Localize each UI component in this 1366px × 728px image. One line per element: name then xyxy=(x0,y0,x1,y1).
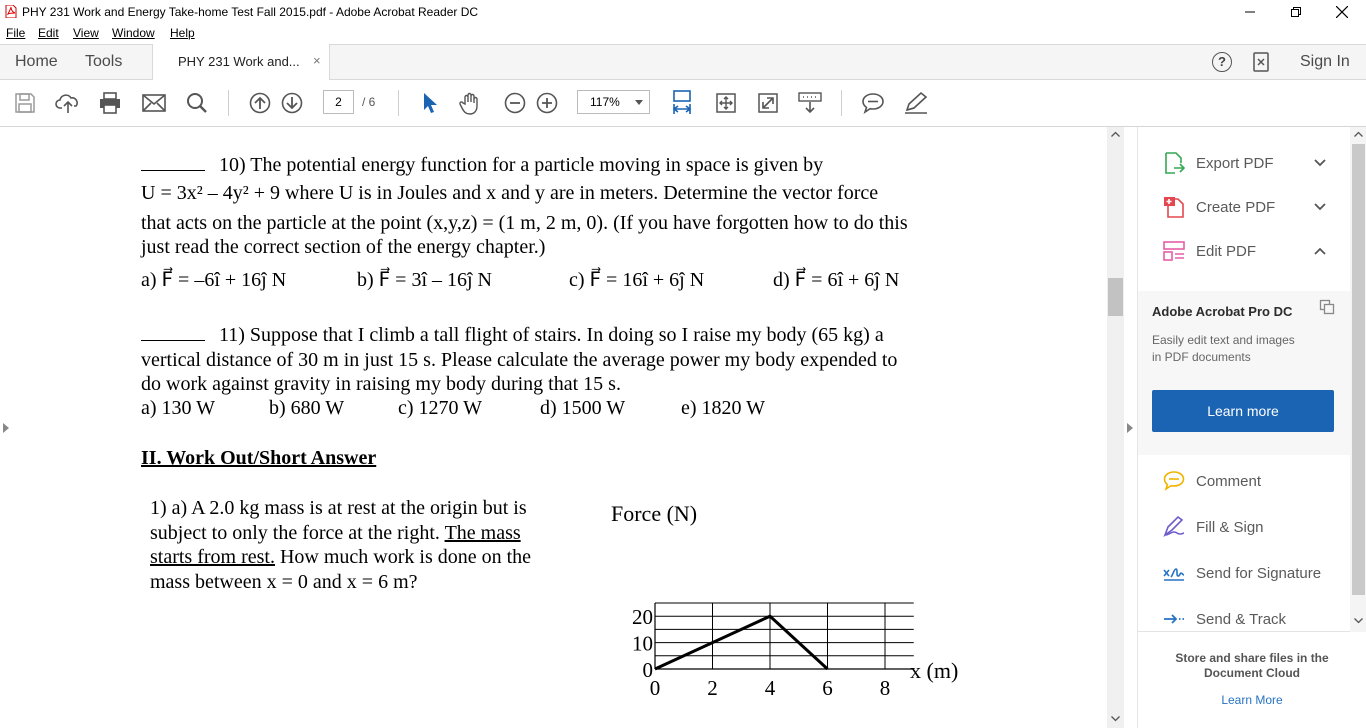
edit-pdf-icon xyxy=(1162,239,1186,263)
promo-desc-1: Easily edit text and images xyxy=(1152,333,1295,347)
tools-pane xyxy=(1137,127,1366,728)
restore-button[interactable] xyxy=(1273,0,1319,24)
tool-comment[interactable] xyxy=(1138,461,1352,501)
close-tab-button[interactable]: × xyxy=(313,53,321,68)
save-button[interactable] xyxy=(12,90,38,116)
divider xyxy=(1138,631,1352,632)
cloud-info xyxy=(1138,651,1366,681)
arrow-down-circle-icon xyxy=(281,92,303,114)
q11-option-d: d) 1500 W xyxy=(540,397,626,419)
tools-pane-scrollbar[interactable] xyxy=(1350,127,1366,632)
mail-icon xyxy=(142,93,166,113)
create-pdf-icon xyxy=(1162,195,1186,219)
full-screen-button[interactable] xyxy=(713,90,739,116)
tool-label: Comment xyxy=(1196,473,1262,490)
help-icon[interactable]: ? xyxy=(1212,52,1232,72)
next-page-button[interactable] xyxy=(279,90,305,116)
promo-desc-2: in PDF documents xyxy=(1152,350,1251,364)
q10-line4: just read the correct section of the energy chapter.) xyxy=(141,236,546,258)
chart-title: Force (N) xyxy=(611,501,698,526)
left-pane-expand-icon[interactable] xyxy=(3,423,9,433)
keyboard-scroll-icon xyxy=(797,91,823,115)
answer-blank xyxy=(141,324,205,341)
tab-tools[interactable]: Tools xyxy=(85,53,123,70)
menu-window[interactable]: Window xyxy=(112,26,155,40)
comment-icon xyxy=(1162,469,1186,493)
mobile-link-icon[interactable] xyxy=(1253,52,1269,72)
q10-option-a: a) F⃗ = –6î + 16ĵ N xyxy=(141,269,287,291)
document-page[interactable] xyxy=(0,127,1120,728)
q10-option-b: b) F⃗ = 3î – 16ĵ N xyxy=(357,269,492,291)
plus-circle-icon xyxy=(536,92,558,114)
tool-export-pdf[interactable] xyxy=(1138,143,1352,183)
q10-option-c: c) F⃗ = 16î + 6ĵ N xyxy=(569,269,705,291)
toolbar-separator xyxy=(398,90,399,116)
tool-label: Export PDF xyxy=(1196,155,1274,172)
toolbar xyxy=(0,80,1366,127)
answer-blank xyxy=(141,154,205,171)
close-window-button[interactable] xyxy=(1319,0,1365,24)
fit-page-icon xyxy=(671,90,693,116)
x-tick-label: 2 xyxy=(707,676,718,700)
tool-edit-pdf[interactable] xyxy=(1138,231,1352,271)
zoom-out-button[interactable] xyxy=(502,90,528,116)
chevron-down-icon xyxy=(635,100,643,105)
print-button[interactable] xyxy=(97,90,123,116)
scroll-down-icon[interactable] xyxy=(1354,618,1363,624)
pen-icon xyxy=(903,91,929,115)
section-heading: II. Work Out/Short Answer xyxy=(141,447,377,469)
export-pdf-icon xyxy=(1162,151,1186,175)
tool-fill-sign[interactable] xyxy=(1138,507,1352,547)
minus-circle-icon xyxy=(504,92,526,114)
diagonal-expand-icon xyxy=(757,92,779,114)
p1-line4: mass between x = 0 and x = 6 m? xyxy=(150,571,418,593)
menu-view[interactable]: View xyxy=(73,26,99,40)
right-pane-collapse-icon[interactable] xyxy=(1127,423,1133,433)
minimize-icon xyxy=(1245,7,1255,17)
y-tick-label: 20 xyxy=(632,605,653,630)
draw-button[interactable] xyxy=(903,90,929,116)
tab-bar xyxy=(0,44,1366,80)
comment-button[interactable] xyxy=(860,90,886,116)
read-mode-button[interactable] xyxy=(755,90,781,116)
p1-line3: starts from rest. How much work is done on the xyxy=(150,546,532,568)
scroll-up-icon[interactable] xyxy=(1111,131,1120,137)
force-chart xyxy=(600,492,980,717)
tab-home[interactable]: Home xyxy=(15,53,58,70)
tool-label: Send for Signature xyxy=(1196,565,1322,582)
scroll-thumb[interactable] xyxy=(1108,278,1123,316)
scroll-up-icon[interactable] xyxy=(1354,131,1363,137)
cloud-line-1: Store and share files in the xyxy=(1175,651,1329,665)
q10-line1: 10) The potential energy function for a particle moving in space is given by xyxy=(141,153,823,177)
page-total: / 6 xyxy=(362,95,376,109)
menu-help[interactable]: Help xyxy=(170,26,195,40)
hand-tool-button[interactable] xyxy=(458,90,484,116)
fill-sign-icon xyxy=(1162,515,1186,539)
minimize-button[interactable] xyxy=(1227,0,1273,24)
scroll-down-icon[interactable] xyxy=(1111,716,1120,722)
tool-label: Fill & Sign xyxy=(1196,519,1264,536)
q10-option-d: d) F⃗ = 6î + 6ĵ N xyxy=(773,269,900,291)
copy-icon[interactable] xyxy=(1319,299,1335,315)
tool-label: Create PDF xyxy=(1196,199,1276,216)
toolbar-separator xyxy=(228,90,229,116)
q11-option-c: c) 1270 W xyxy=(398,397,483,419)
scroll-thumb[interactable] xyxy=(1352,144,1365,595)
arrow-up-circle-icon xyxy=(249,92,271,114)
fit-page-button[interactable] xyxy=(669,90,695,116)
q11-option-b: b) 680 W xyxy=(269,397,345,419)
close-icon xyxy=(1336,6,1348,18)
chart-x-label: x (m) xyxy=(910,658,959,683)
q11-line2: vertical distance of 30 m in just 15 s. Please calculate the average power my body expended to xyxy=(141,349,898,371)
email-button[interactable] xyxy=(141,90,167,116)
x-tick-label: 4 xyxy=(764,676,776,700)
send-track-icon xyxy=(1162,607,1186,631)
q11-option-a: a) 130 W xyxy=(141,397,216,419)
cloud-line-2: Document Cloud xyxy=(1204,666,1300,680)
chevron-down-icon xyxy=(1312,199,1328,215)
expand-icon xyxy=(715,92,737,114)
zoom-select[interactable] xyxy=(577,90,650,114)
chevron-down-icon xyxy=(1312,155,1328,171)
q11-line3: do work against gravity in raising my body during that 15 s. xyxy=(141,373,621,395)
find-button[interactable] xyxy=(184,90,210,116)
select-tool-button[interactable] xyxy=(417,90,443,116)
cloud-upload-icon xyxy=(55,92,81,114)
zoom-in-button[interactable] xyxy=(534,90,560,116)
document-tab-label: PHY 231 Work and... xyxy=(178,54,300,69)
zoom-value: 117% xyxy=(590,95,620,109)
print-icon xyxy=(98,92,122,114)
cursor-arrow-icon xyxy=(422,92,438,114)
cloud-learn-more-link[interactable]: Learn More xyxy=(1221,693,1283,707)
x-tick-label: 0 xyxy=(649,676,661,700)
tab-document[interactable] xyxy=(152,44,330,80)
y-tick-label: 0 xyxy=(642,658,653,682)
x-tick-label: 6 xyxy=(822,676,833,700)
menu-edit[interactable]: Edit xyxy=(38,26,59,40)
acrobat-app-icon xyxy=(5,5,17,18)
search-icon xyxy=(186,92,208,114)
chevron-up-icon xyxy=(1312,243,1328,259)
tool-create-pdf[interactable] xyxy=(1138,187,1352,227)
learn-more-button[interactable]: Learn more xyxy=(1152,390,1334,432)
restore-icon xyxy=(1291,7,1301,17)
menu-bar xyxy=(0,24,1366,44)
q10-line2: U = 3x² – 4y² + 9 where U is in Joules and x and y are in meters. Determine the vector force xyxy=(141,182,879,204)
p1-line2: subject to only the force at the right. The mass xyxy=(150,522,521,544)
x-tick-label: 8 xyxy=(879,676,891,700)
tool-label: Edit PDF xyxy=(1196,243,1257,260)
page-number-input[interactable]: 2 xyxy=(323,90,354,114)
upload-cloud-button[interactable] xyxy=(55,90,81,116)
promo-box xyxy=(1138,291,1352,455)
q11-line1: 11) Suppose that I climb a tall flight of stairs. In doing so I raise my body (65 kg) a xyxy=(141,323,884,347)
y-tick-label: 10 xyxy=(632,631,653,656)
q11-option-e: e) 1820 W xyxy=(681,397,766,419)
window-title: PHY 231 Work and Energy Take-home Test Fall 2015.pdf - Adobe Acrobat Reader DC xyxy=(22,5,479,19)
send-signature-icon xyxy=(1162,561,1186,585)
q10-line3: that acts on the particle at the point (x,y,z) = (1 m, 2 m, 0). (If you have forgotten how to do this xyxy=(141,212,908,234)
promo-title: Adobe Acrobat Pro DC xyxy=(1152,304,1293,319)
tool-send-for-signature[interactable] xyxy=(1138,553,1352,593)
menu-file[interactable]: File xyxy=(6,26,26,40)
save-icon xyxy=(14,92,36,114)
previous-page-button[interactable] xyxy=(247,90,273,116)
document-scrollbar[interactable] xyxy=(1107,127,1124,728)
tool-send-track[interactable] xyxy=(1138,599,1352,639)
tool-label: Send & Track xyxy=(1196,611,1287,628)
speech-bubble-icon xyxy=(861,92,885,114)
p1-line1: 1) a) A 2.0 kg mass is at rest at the origin but is xyxy=(150,497,527,519)
keyboard-scroll-button[interactable] xyxy=(797,90,823,116)
toolbar-separator xyxy=(841,90,842,116)
title-bar xyxy=(0,0,1366,24)
sign-in-link[interactable]: Sign In xyxy=(1300,53,1350,70)
hand-icon xyxy=(459,91,483,115)
